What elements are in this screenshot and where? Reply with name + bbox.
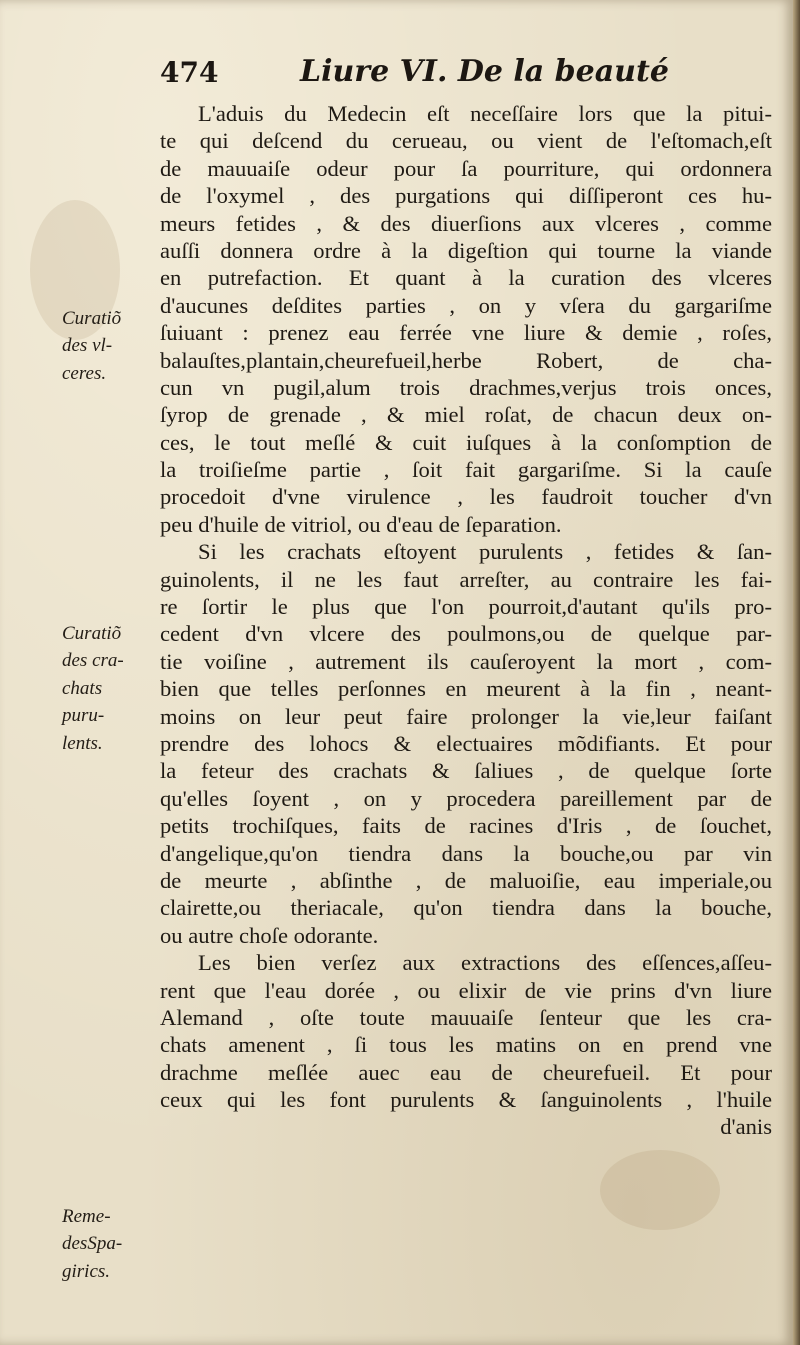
text-line: ou autre choſe odorante. (160, 922, 379, 948)
text-line: petits trochiſques, faits de racines d'Iris , de ſouchet, (160, 813, 772, 839)
text-line: Alemand , oſte toute mauuaiſe ſenteur que les cra- (160, 1004, 772, 1030)
margin-note-curation-crachats (62, 620, 157, 757)
text-line: ſyrop de grenade , & miel roſat, de chacun deux on- (160, 402, 772, 428)
text-line: meurs fetides , & des diuerſions aux vlceres , comme (160, 210, 772, 236)
margin-note-line: Reme- (62, 1206, 111, 1227)
text-line: L'aduis du Medecin eſt neceſſaire lors que la pitui- (198, 101, 772, 126)
margin-note-curation-ulcers (62, 305, 157, 387)
text-line: de l'oxymel , des purgations qui diſſiperont ces hu- (160, 183, 772, 209)
text-line: qu'elles ſoyent , on y procedera pareillement par de (160, 785, 772, 811)
text-line: chats amenent , ſi tous les matins on en prend vne (160, 1032, 772, 1058)
text-line: te qui deſcend du cerueau, ou vient de l'eſtomach,eſt (160, 128, 772, 154)
text-line: d'angelique,qu'on tiendra dans la bouche,ou par vin (160, 840, 772, 866)
text-line: d'aucunes deſdites parties , on y vſera du gargariſme (160, 292, 772, 318)
text-line: re ſortir le plus que l'on pourroit,d'autant qu'ils pro- (160, 594, 772, 620)
margin-note-line: des cra- (62, 650, 124, 672)
text-line: cedent d'vn vlcere des poulmons,ou de quelque par- (160, 621, 772, 647)
text-line: moins on leur peut faire prolonger la vie,leur faiſant (160, 703, 772, 729)
text-line: la feteur des crachats & ſaliues , de quelque ſorte (160, 758, 772, 784)
margin-note-line: des vl- (62, 335, 113, 357)
catchword: d'anis (720, 1114, 772, 1140)
margin-note-line: Curatiõ (62, 308, 122, 329)
margin-note-remedes-spagirics (62, 1203, 157, 1285)
text-line: balauſtes,plantain,cheurefueil,herbe Robert, de cha- (160, 347, 772, 373)
margin-note-line: desSpa- (62, 1233, 123, 1255)
body-text (160, 100, 772, 1141)
margin-note-line: chats (62, 677, 103, 699)
text-line: ſuiuant : prenez eau ferrée vne liure & demie , roſes, (160, 320, 772, 346)
text-line: ces, le tout meſlé & cuit iuſques à la conſomption de (160, 429, 772, 455)
paper-stain (600, 1150, 720, 1230)
text-line: guinolents, il ne les faut arreſter, au contraire les fai- (160, 566, 772, 592)
text-line: cun vn pugil,alum trois drachmes,verjus trois onces, (160, 374, 772, 400)
margin-note-line: girics. (62, 1260, 111, 1282)
margin-note-line: lents. (62, 732, 103, 754)
text-line: procedoit d'vne virulence , les faudroit toucher d'vn (160, 484, 772, 510)
text-line: peu d'huile de vitriol, ou d'eau de ſeparation. (160, 511, 562, 537)
margin-note-line: Curatiõ (62, 623, 122, 644)
margin-note-line: ceres. (62, 362, 107, 384)
text-line: en putrefaction. Et quant à la curation des vlceres (160, 265, 772, 291)
running-title: Liure VI. De la beauté (300, 54, 669, 89)
running-head (160, 52, 680, 96)
text-line: rent que l'eau dorée , ou elixir de vie prins d'vn liure (160, 977, 772, 1003)
text-line: prendre des lohocs & electuaires mõdifiants. Et pour (160, 730, 772, 756)
page-number: 474 (160, 56, 219, 89)
text-line: ceux qui les font purulents & ſanguinolents , l'huile (160, 1087, 772, 1113)
text-line: clairette,ou theriacale, qu'on tiendra dans la bouche, (160, 895, 772, 921)
text-line: Si les crachats eſtoyent purulents , fetides & ſan- (198, 539, 772, 565)
text-line: auſſi donnera ordre à la digeſtion qui tourne la viande (160, 237, 772, 263)
margin-note-line: puru- (62, 705, 105, 727)
text-line: Les bien verſez aux extractions des eſſences,aſſeu- (198, 950, 772, 976)
page-edge (793, 0, 800, 1345)
text-line: de mauuaiſe odeur pour ſa pourriture, qui ordonnera (160, 155, 772, 181)
text-line: de meurte , abſinthe , de maluoiſie, eau imperiale,ou (160, 867, 772, 893)
text-line: bien que telles perſonnes en meurent à la fin , neant- (160, 676, 772, 702)
text-line: la troiſieſme partie , ſoit fait gargariſme. Si la cauſe (160, 457, 772, 483)
text-line: tie voiſine , autrement ils cauſeroyent la mort , com- (160, 648, 772, 674)
text-line: drachme meſlée auec eau de cheurefueil. Et pour (160, 1059, 772, 1085)
